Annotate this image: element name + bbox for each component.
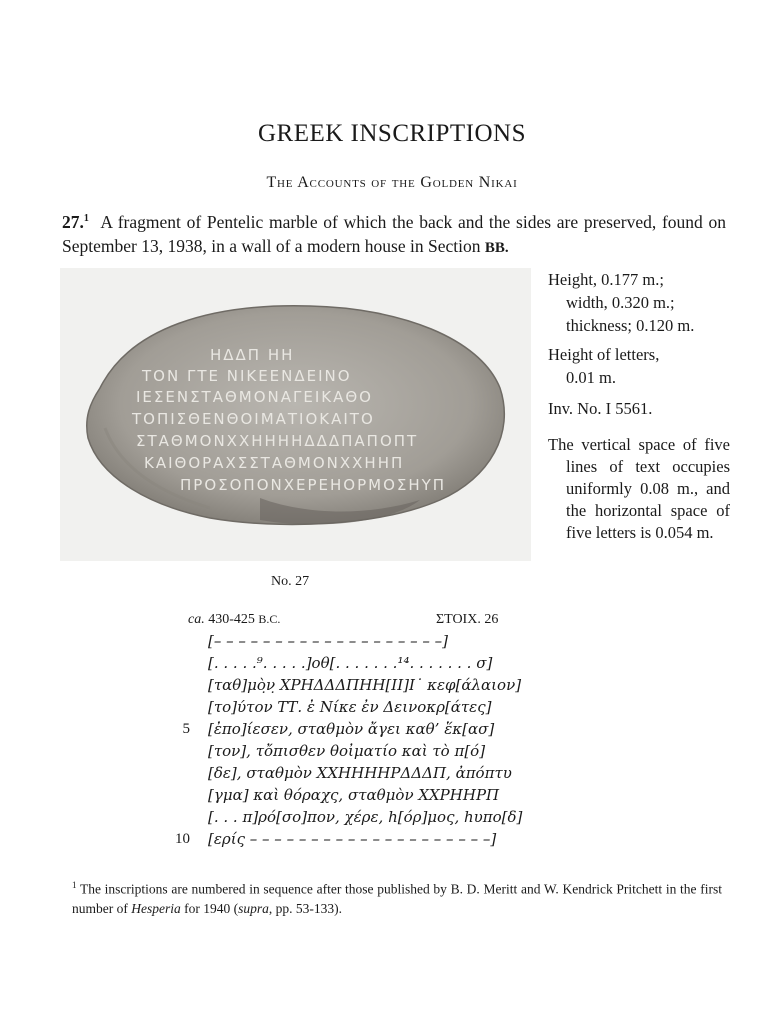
inscription-line — [208, 674, 558, 696]
stone-inscription-line: ΤΟΝ ΓΤΕ ΝΙΚΕΕΝΔΕΙΝΟ — [142, 367, 352, 385]
line-number: 5 — [182, 721, 190, 737]
footnote-marker: 1 — [72, 880, 77, 890]
page-title: GREEK INSCRIPTIONS — [257, 120, 527, 147]
dimensions-block — [548, 268, 730, 544]
entry-text: A fragment of Pentelic marble of which the back and the sides are preserved, found on September 13, 1938, in a wall of a modern house in Section — [62, 211, 726, 256]
inscription-line — [175, 828, 558, 850]
inscription-text — [175, 630, 558, 850]
inscription-line — [208, 652, 558, 674]
inscription-line — [208, 630, 558, 652]
line-text: [. . . . .⁹. . . . .]οθ[. . . . . . .¹⁴. . . . . . . σ] — [208, 654, 493, 672]
letter-height-label: Height of letters, — [548, 345, 660, 364]
line-text: [ταθ]μὸ̣ν̣ ΧΡΗΔΔΔΠΗΗ[ΙΙ]Ι˙ κεφ[άλαιον] — [208, 676, 522, 694]
stone-inscription-line: ΣΤΑΘΜΟΝΧΧΗΗΗΗΔΔΔΠΑΠΟΠΤ — [136, 432, 419, 450]
line-text: [το]ύτον ΤΤ. ἐ Νίκε ἐν Δεινοκρ[άτες] — [208, 698, 492, 716]
stone-inscription-line: ΙΕΣΕΝΣΤΑΘΜΟΝΑΓΕΙΚΑΘΟ — [136, 388, 373, 406]
inscription-line — [208, 762, 558, 784]
inventory-number: Inv. No. I 5561. — [548, 399, 653, 418]
stone-inscription-line: ΤΟΠΙΣΘΕΝΘΟΙΜΑΤΙΟΚΑΙΤΟ — [132, 410, 375, 428]
inscription-line — [208, 696, 558, 718]
stoichedon-label: ΣΤΟΙΧ. 26 — [436, 612, 499, 627]
line-text: [δε], σταθμὸν ΧΧΗΗΗΗΡΔΔΔΠ, ἀπόπτυ — [208, 764, 512, 782]
inscription-line — [208, 784, 558, 806]
spacing-note: The vertical space of five lines of text occupies uniformly 0.08 m., and the horizontal space of five letters is 0.054 m. — [548, 435, 730, 542]
inscription-line — [208, 740, 558, 762]
line-text: [. . . π]ρό[σο]πον, χέρε, h[όρ]μος, hυπο[δ] — [208, 808, 523, 826]
stone-inscription-line: ΚΑΙΘΟΡΑΧΣΣΤΑΘΜΟΝΧΧΗΗΠ — [144, 454, 405, 472]
inscription-line — [182, 718, 558, 740]
inscription-date: ca. 430-425 B.C. — [188, 612, 281, 627]
line-number: 10 — [175, 831, 190, 847]
photo-caption: No. 27 — [271, 574, 310, 589]
entry-section: BB. — [484, 239, 509, 256]
thickness-value: thickness; 0.120 m. — [566, 316, 695, 335]
line-text: [γμα] καὶ θόραχς, σταθμὸν ΧΧΡΗΗΡΠ — [208, 786, 500, 804]
line-text: [– – – – – – – – – – – – – – – – – – –] — [208, 632, 449, 650]
stone-inscription-line: ΠΡΟΣΟΠΟΝΧΕΡΕΗΟΡΜΟΣΗΥΠ — [180, 476, 447, 494]
journal-title: Hesperia — [131, 900, 181, 916]
height-value: Height, 0.177 m.; — [548, 270, 664, 289]
entry-description — [62, 207, 726, 260]
inscription-line — [208, 806, 558, 828]
line-text: [ερίς – – – – – – – – – – – – – – – – – – – –] — [208, 830, 497, 848]
stone-inscription-line: ΗΔΔΠ ΗΗ — [210, 346, 295, 364]
entry-number: 27.$^1$ — [62, 211, 89, 232]
footnote-ref: 1 — [83, 213, 89, 224]
section-subtitle: The Accounts of the Golden Nikai — [266, 174, 518, 191]
width-value: width, 0.320 m.; — [566, 293, 675, 312]
line-text: [τον], τὄπισθεν θοἰματίο καὶ τὸ π[ό] — [208, 742, 486, 760]
letter-height-value: 0.01 m. — [566, 368, 616, 387]
footnote: $^1$ The inscriptions are numbered in sequence after those published by B. D. Meritt and W. Kendrick Pritchett in the first number of Hesperia for 1940 (supra, pp. 53-133). — [72, 880, 722, 916]
inscription-photo — [60, 268, 531, 561]
line-text: [ἐπο]ίεσεν, σταθμὸν ἄγει καθ’ ἕκ[ασ] — [208, 720, 495, 738]
